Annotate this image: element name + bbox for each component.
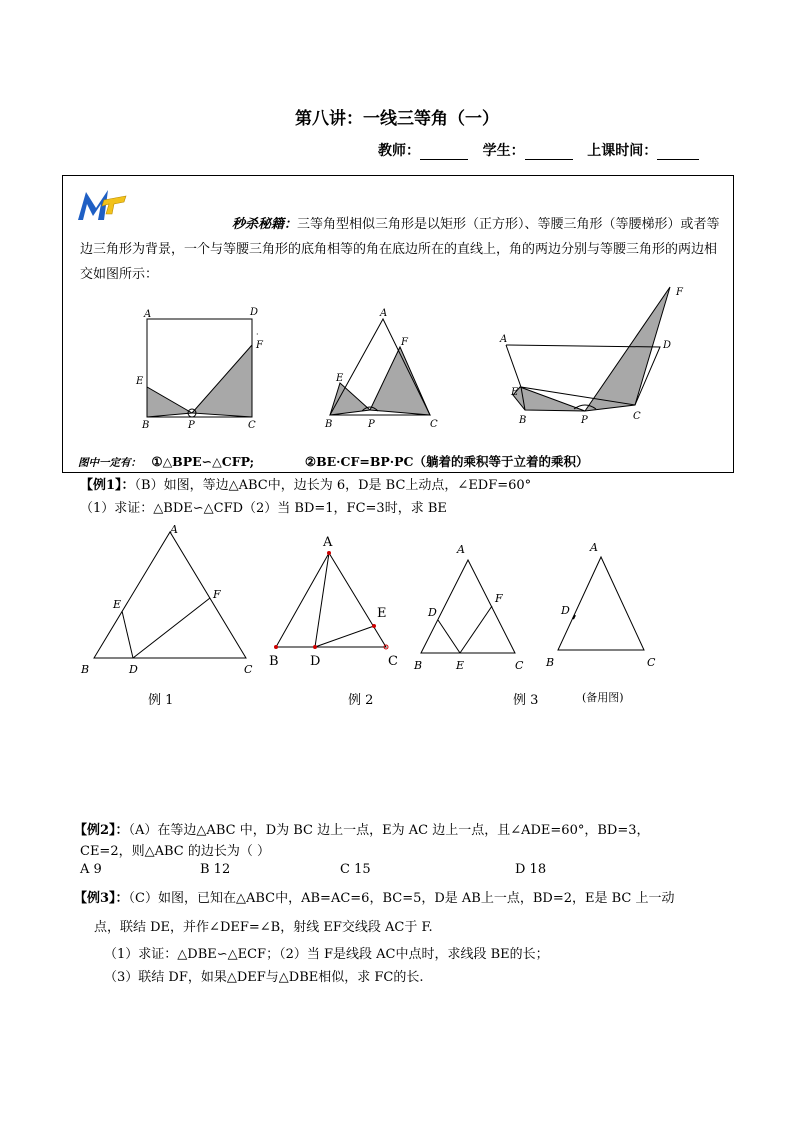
secret-lead: 秒杀秘籍： (232, 217, 298, 232)
student-label: 学生： (482, 143, 525, 159)
svg-text:F: F (213, 588, 221, 601)
example3-q2: （3）联结 DF，如果△DEF与△DBE相似，求 FC的长. (104, 970, 424, 985)
svg-text:D: D (129, 663, 138, 676)
class-info (378, 140, 699, 160)
svg-text:A: A (170, 523, 178, 536)
time-label: 上课时间： (587, 143, 658, 159)
option-a: A 9 (80, 862, 102, 877)
example3-line2: 点，联结 DE，并作∠DEF=∠B，射线 EF交线段 AC于 F. (94, 920, 433, 935)
isosceles-figure (324, 308, 438, 430)
student-blank (525, 145, 573, 160)
svg-text:C: C (248, 420, 256, 431)
svg-text:P: P (188, 420, 195, 431)
svg-text:E: E (456, 659, 465, 672)
svg-text:D: D (310, 654, 321, 669)
svg-text:F: F (495, 592, 503, 605)
svg-text:C: C (388, 654, 398, 669)
svg-text:A: A (457, 543, 465, 556)
trapezoid-figure (499, 287, 684, 426)
option-d: D 18 (515, 862, 547, 877)
example-figures (70, 520, 700, 685)
example2-text: （A）在等边△ABC 中，D为 BC 边上一点，E为 AC 边上一点，且∠ADE=60°，BD=3， (128, 823, 650, 838)
caption-example2: 例 2 (348, 693, 374, 708)
caption-spare: (备用图) (582, 691, 624, 704)
svg-text:C: C (244, 663, 253, 676)
example3-text: （C）如图，已知在△ABC中，AB=AC=6，BC=5，D是 AB上一点，BD=2，E是 BC 上一动 (128, 891, 675, 906)
option-b: B 12 (200, 862, 231, 877)
svg-text:D: D (428, 606, 437, 619)
example1-tag: 【例1】： (80, 478, 135, 493)
svg-text:F: F (256, 340, 263, 351)
option-c: C 15 (340, 862, 371, 877)
example1-text: （B）如图，等边△ABC中，边长为 6，D是 BC上动点，∠EDF=60° (134, 478, 532, 493)
caption-example1: 例 1 (148, 693, 174, 708)
svg-text:B: B (519, 415, 527, 426)
example2-tag: 【例2】： (74, 823, 129, 838)
rectangle-figure (135, 307, 264, 431)
svg-text:D: D (250, 307, 259, 318)
example3-line1 (74, 887, 675, 906)
svg-text:E: E (136, 376, 144, 387)
svg-text:F: F (676, 287, 683, 298)
svg-text:P: P (581, 415, 588, 426)
svg-text:E: E (336, 373, 344, 384)
svg-text:B: B (269, 654, 279, 669)
svg-text:B: B (142, 420, 150, 431)
conclusion (78, 452, 589, 470)
svg-text:B: B (546, 656, 555, 669)
svg-text:A: A (380, 308, 388, 319)
time-blank (657, 145, 699, 160)
caption-example3: 例 3 (513, 693, 539, 708)
page-title: 第八讲：一线三等角（一） (295, 109, 499, 129)
example1-figure (80, 523, 253, 676)
svg-text:D: D (561, 604, 570, 617)
svg-text:B: B (81, 663, 90, 676)
secret-text (80, 212, 726, 287)
conclusion-1: ①△BPE∽△CFP; (151, 454, 255, 469)
conclusion-label: 图中一定有： (78, 457, 141, 469)
svg-text:D: D (663, 340, 672, 351)
secret-body: 三等角型相似三角形是以矩形（正方形）、等腰三角形（等腰梯形）或者等边三角形为背景，一个与等腰三角形的底角相等的角在底边所在的直线上，角的两边分别与等腰三角形的两边相交如图所示： (80, 217, 720, 282)
example2-figure (269, 535, 398, 669)
svg-text:B: B (325, 419, 333, 430)
example1-line1 (80, 474, 531, 493)
example3-tag: 【例3】： (74, 891, 129, 906)
three-angle-figures (130, 285, 710, 435)
svg-text:B: B (414, 659, 423, 672)
teacher-blank (420, 145, 468, 160)
conclusion-2: ②BE·CF=BP·PC（躺着的乘积等于立着的乘积） (304, 454, 589, 469)
teacher-label: 教师： (378, 143, 420, 159)
example2-line2: CE=2，则△ABC 的边长为（ ） (80, 844, 270, 859)
svg-text:C: C (647, 656, 656, 669)
svg-text:E: E (113, 598, 122, 611)
svg-text:A: A (323, 535, 333, 550)
example3-q1: （1）求证：△DBE∽△ECF；（2）当 F是线段 AC中点时，求线段 BE的长； (104, 947, 549, 962)
svg-text:A: A (500, 334, 508, 345)
svg-text:F: F (401, 337, 408, 348)
svg-text:C: C (430, 419, 438, 430)
svg-text:A: A (144, 309, 152, 320)
example2-line1 (74, 819, 649, 838)
svg-text:C: C (515, 659, 524, 672)
svg-text:C: C (633, 411, 641, 422)
spare-figure (545, 541, 656, 669)
example1-line2: （1）求证：△BDE∽△CFD（2）当 BD=1，FC=3时，求 BE (80, 501, 447, 516)
svg-text:·: · (256, 330, 259, 339)
example3-figure (413, 543, 524, 672)
svg-text:E: E (511, 387, 519, 398)
svg-text:P: P (368, 419, 375, 430)
svg-text:E: E (377, 606, 387, 621)
svg-text:A: A (590, 541, 598, 554)
